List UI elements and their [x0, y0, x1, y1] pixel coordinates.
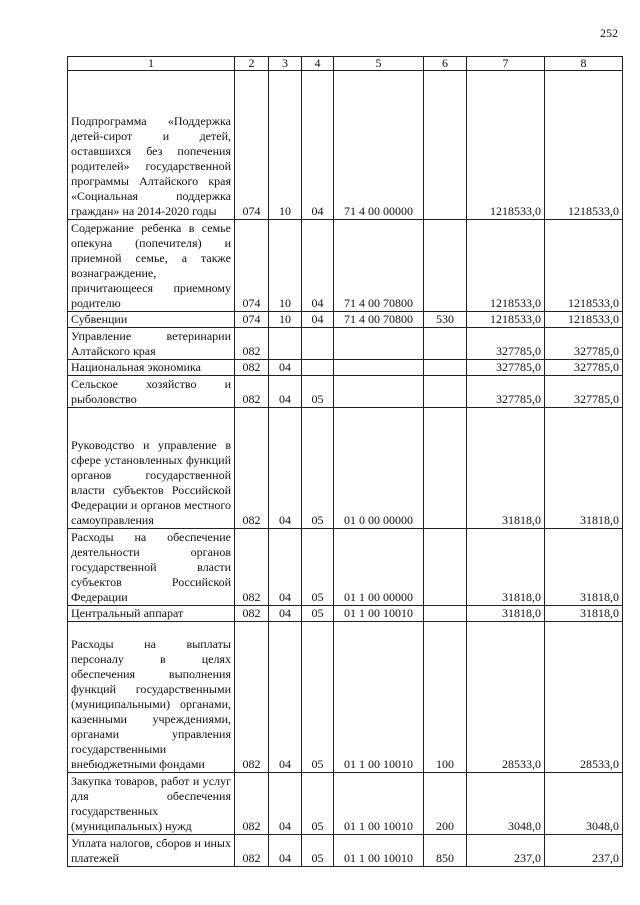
subsection-code: 05: [302, 529, 334, 606]
section-code: 04: [269, 376, 302, 408]
target-article-code: [334, 376, 424, 408]
subsection-code: 05: [302, 376, 334, 408]
amount-col7: 327785,0: [467, 328, 545, 360]
table-row: [68, 529, 623, 606]
table-row: [68, 360, 623, 376]
amount-col8: 31818,0: [545, 606, 623, 622]
column-header: 2: [235, 57, 269, 71]
item-name: Расходы на выплаты персоналу в целях обеспечения выполнения функций государственными (муниципальными) органами, казенными учреждениями, органами управления государственными внебюджетными фондами: [68, 622, 235, 773]
target-article-code: [334, 328, 424, 360]
expense-type-code: [424, 376, 467, 408]
target-article-code: 01 1 00 00000: [334, 529, 424, 606]
item-name: Руководство и управление в сфере установленных функций органов государственной власти субъектов Российской Федерации и органов местного самоуправления: [68, 408, 235, 529]
table-row: [68, 622, 623, 773]
amount-col8: 31818,0: [545, 529, 623, 606]
section-code: 04: [269, 606, 302, 622]
target-article-code: 01 1 00 10010: [334, 773, 424, 835]
target-article-code: 71 4 00 70800: [334, 312, 424, 328]
item-name: Национальная экономика: [68, 360, 235, 376]
expense-type-code: 200: [424, 773, 467, 835]
ministry-code: 082: [235, 835, 269, 867]
table-row: [68, 220, 623, 312]
table-row: [68, 328, 623, 360]
subsection-code: 05: [302, 606, 334, 622]
ministry-code: 082: [235, 360, 269, 376]
page-number: 252: [600, 26, 618, 40]
amount-col7: 31818,0: [467, 529, 545, 606]
ministry-code: 074: [235, 220, 269, 312]
item-name: Расходы на обеспечение деятельности органов государственной власти субъектов Российской Федерации: [68, 529, 235, 606]
column-header: 4: [302, 57, 334, 71]
amount-col7: 3048,0: [467, 773, 545, 835]
amount-col7: 28533,0: [467, 622, 545, 773]
amount-col8: 327785,0: [545, 328, 623, 360]
table-row: [68, 408, 623, 529]
target-article-code: 71 4 00 00000: [334, 71, 424, 220]
column-header: 8: [545, 57, 623, 71]
subsection-code: 05: [302, 408, 334, 529]
section-code: 04: [269, 408, 302, 529]
ministry-code: 082: [235, 376, 269, 408]
section-code: 04: [269, 835, 302, 867]
amount-col8: 1218533,0: [545, 220, 623, 312]
subsection-code: [302, 328, 334, 360]
item-name: Закупка товаров, работ и услуг для обеспечения государственных (муниципальных) нужд: [68, 773, 235, 835]
target-article-code: 71 4 00 70800: [334, 220, 424, 312]
section-code: 10: [269, 71, 302, 220]
expense-type-code: [424, 408, 467, 529]
expense-type-code: 530: [424, 312, 467, 328]
expense-type-code: [424, 529, 467, 606]
expense-type-code: [424, 71, 467, 220]
amount-col8: 237,0: [545, 835, 623, 867]
expense-type-code: [424, 360, 467, 376]
expense-type-code: [424, 220, 467, 312]
amount-col7: 1218533,0: [467, 312, 545, 328]
column-header: 3: [269, 57, 302, 71]
column-header: 1: [68, 57, 235, 71]
amount-col8: 1218533,0: [545, 312, 623, 328]
budget-table: [67, 56, 623, 867]
column-header: 5: [334, 57, 424, 71]
subsection-code: 04: [302, 312, 334, 328]
column-header: 6: [424, 57, 467, 71]
subsection-code: 04: [302, 71, 334, 220]
amount-col8: 31818,0: [545, 408, 623, 529]
ministry-code: 082: [235, 408, 269, 529]
section-code: 10: [269, 220, 302, 312]
column-header: 7: [467, 57, 545, 71]
section-code: 04: [269, 360, 302, 376]
subsection-code: 05: [302, 835, 334, 867]
ministry-code: 082: [235, 606, 269, 622]
subsection-code: [302, 360, 334, 376]
item-name: Центральный аппарат: [68, 606, 235, 622]
table-row: [68, 71, 623, 220]
ministry-code: 074: [235, 312, 269, 328]
amount-col8: 327785,0: [545, 360, 623, 376]
item-name: Сельское хозяйство и рыболовство: [68, 376, 235, 408]
ministry-code: 082: [235, 622, 269, 773]
expense-type-code: 100: [424, 622, 467, 773]
item-name: Подпрограмма «Поддержка детей-сирот и детей, оставшихся без попечения родителей» государственной программы Алтайского края «Социальная поддержка граждан» на 2014-2020 годы: [68, 71, 235, 220]
amount-col8: 3048,0: [545, 773, 623, 835]
table-row: [68, 312, 623, 328]
item-name: Управление ветеринарии Алтайского края: [68, 328, 235, 360]
ministry-code: 074: [235, 71, 269, 220]
target-article-code: 01 1 00 10010: [334, 606, 424, 622]
section-code: 04: [269, 773, 302, 835]
target-article-code: 01 1 00 10010: [334, 835, 424, 867]
subsection-code: 05: [302, 622, 334, 773]
item-name: Уплата налогов, сборов и иных платежей: [68, 835, 235, 867]
ministry-code: 082: [235, 529, 269, 606]
table-row: [68, 606, 623, 622]
amount-col8: 1218533,0: [545, 71, 623, 220]
section-code: 04: [269, 529, 302, 606]
amount-col7: 327785,0: [467, 360, 545, 376]
expense-type-code: 850: [424, 835, 467, 867]
amount-col7: 1218533,0: [467, 71, 545, 220]
table-row: [68, 376, 623, 408]
target-article-code: 01 1 00 10010: [334, 622, 424, 773]
target-article-code: [334, 360, 424, 376]
amount-col7: 1218533,0: [467, 220, 545, 312]
table-row: [68, 835, 623, 867]
ministry-code: 082: [235, 328, 269, 360]
item-name: Содержание ребенка в семье опекуна (попечителя) и приемной семье, а также вознаграждение, причитающееся приемному родителю: [68, 220, 235, 312]
target-article-code: 01 0 00 00000: [334, 408, 424, 529]
amount-col7: 31818,0: [467, 606, 545, 622]
expense-type-code: [424, 606, 467, 622]
table-header-row: [68, 57, 623, 71]
amount-col8: 327785,0: [545, 376, 623, 408]
table-row: [68, 773, 623, 835]
expense-type-code: [424, 328, 467, 360]
subsection-code: 04: [302, 220, 334, 312]
amount-col8: 28533,0: [545, 622, 623, 773]
section-code: 10: [269, 312, 302, 328]
section-code: [269, 328, 302, 360]
amount-col7: 237,0: [467, 835, 545, 867]
item-name: Субвенции: [68, 312, 235, 328]
subsection-code: 05: [302, 773, 334, 835]
ministry-code: 082: [235, 773, 269, 835]
amount-col7: 31818,0: [467, 408, 545, 529]
amount-col7: 327785,0: [467, 376, 545, 408]
section-code: 04: [269, 622, 302, 773]
